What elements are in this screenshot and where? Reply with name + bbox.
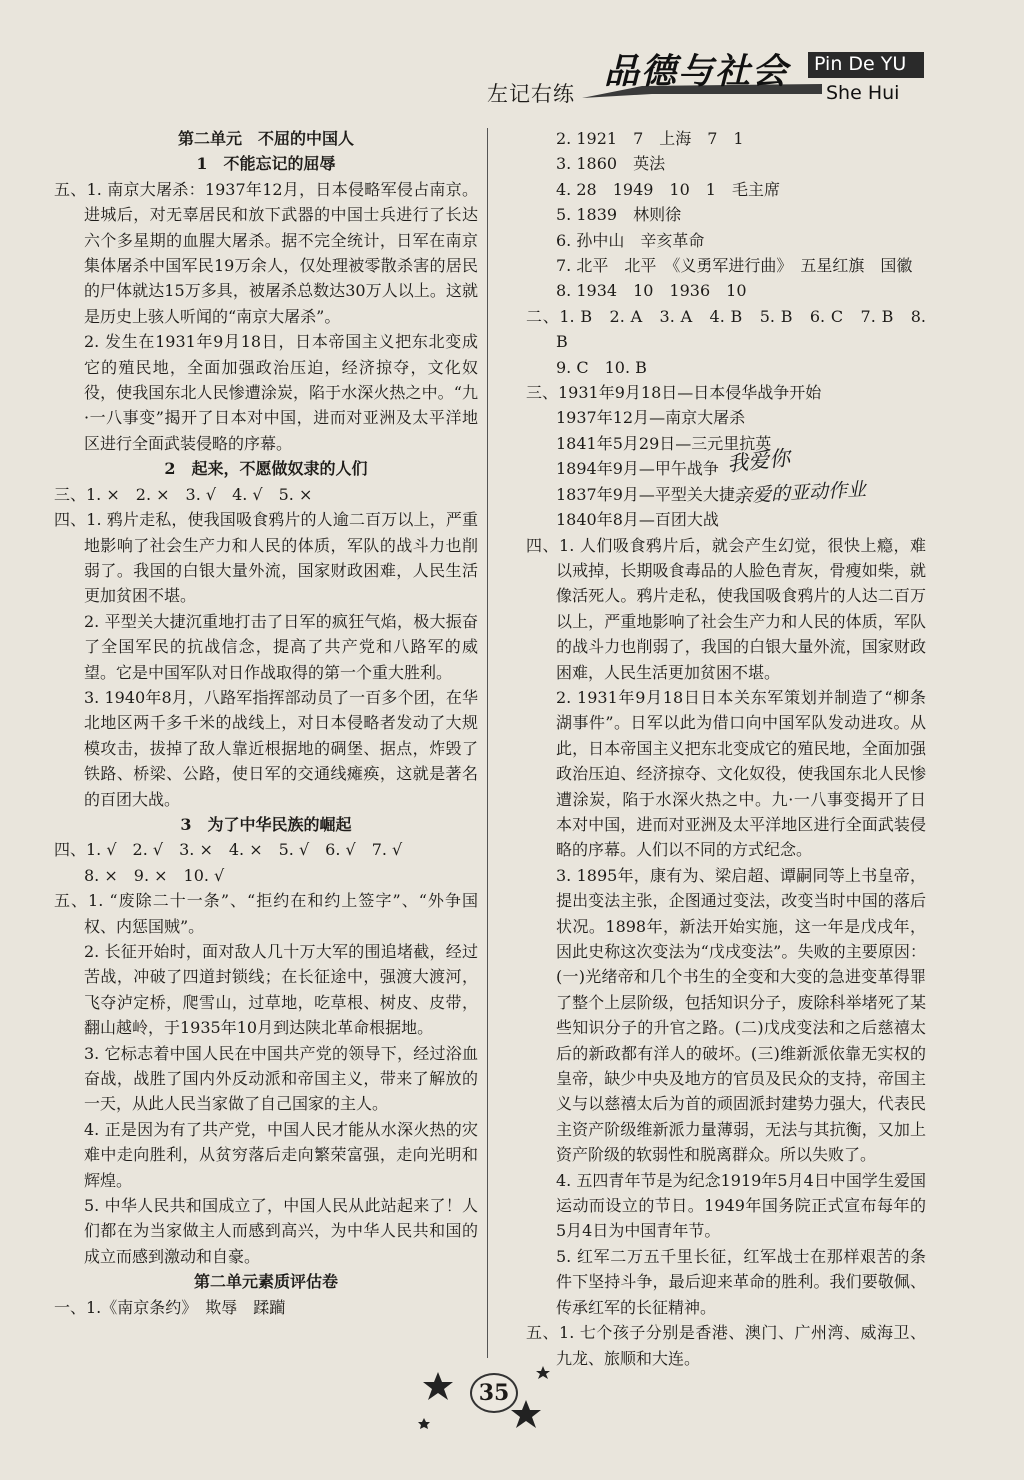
answer-paragraph: 三、1931年9月18日—日本侵华战争开始	[526, 383, 822, 403]
answer-paragraph: 5. 1839 林则徐	[556, 205, 682, 225]
answer-paragraph: 2. 长征开始时，面对敌人几十万大军的围追堵截，经过苦战，冲破了四道封锁线；在长征途中，强渡大渡河，飞夺泸定桥，爬雪山，过草地，吃草根、树皮、皮带，翻山越岭，于1935年10月到达陕北革命根据地。	[84, 942, 478, 1038]
answer-paragraph: 1841年5月29日—三元里抗英	[556, 433, 772, 453]
handwritten-note-1: 我爱你	[726, 445, 792, 477]
header-subtitle: 左记右练	[487, 82, 575, 106]
answer-paragraph: 1837年9月—平型关大捷	[556, 484, 735, 504]
header-pinyin-line1: Pin De YU	[814, 53, 907, 75]
answer-paragraph: 二、1. B 2. A 3. A 4. B 5. B 6. C 7. B 8. B	[526, 306, 926, 352]
answer-paragraph: 2. 1921 7 上海 7 1	[556, 129, 744, 148]
section-heading: 2 起来，不愿做奴隶的人们	[164, 459, 368, 479]
answer-paragraph: 3. 1895年，康有为、梁启超、谭嗣同等上书皇帝，提出变法主张，企图通过变法，改变当时中国的落后状况。1898年，新法开始实施，这一年是戊戌年，因此史称这次变法为“戊戌变法”。失败的主要原因：(一)光绪帝和几个书生的全变和大变的急进变革得罪了整个上层阶级，包括知识分子，废除科举堵死了某些知识分子的升官之路。(二)戊戌变法和之后慈禧太后的新政都有洋人的破坏。(三)维新派依靠无实权的皇帝，缺少中央及地方的官员及民众的支持，帝国主义与以慈禧太后为首的顽固派封建势力强大，代表民主资产阶级维新派力量薄弱，无法与其抗衡，又加上资产阶级的软弱性和脱离群众。所以失败了。	[556, 865, 926, 1165]
header-brand-title: 品德与社会	[604, 52, 790, 92]
answer-paragraph: 2. 1931年9月18日日本关东军策划并制造了“柳条湖事件”。日军以此为借口向中国军队发动进攻。从此，日本帝国主义把东北变成它的殖民地，全面加强政治压迫、经济掠夺、文化奴役，使我国东北人民惨遭涂炭，陷于水深火热之中。九·一八事变揭开了日本对中国，进而对亚洲及太平洋地区进行全面武装侵略的序幕。人们以不同的方式纪念。	[556, 687, 926, 860]
section-heading: 3 为了中华民族的崛起	[180, 814, 352, 834]
section-heading: 1 不能忘记的屈辱	[196, 154, 336, 174]
header-pinyin-line2: She Hui	[826, 82, 900, 104]
answer-paragraph: 4. 正是因为有了共产党，中国人民才能从水深火热的灾难中走向胜利，从贫穷落后走向繁荣富强，走向光明和辉煌。	[84, 1119, 478, 1190]
answer-paragraph: 4. 五四青年节是为纪念1919年5月4日中国学生爱国运动而设立的节日。1949年国务院正式宣布每年的5月4日为中国青年节。	[556, 1170, 926, 1241]
answer-paragraph: 1840年8月—百团大战	[556, 510, 719, 530]
answer-paragraph: 8. × 9. × 10. √	[84, 865, 225, 885]
answer-paragraph: 一、1.《南京条约》 欺辱 蹂躏	[54, 1297, 286, 1317]
left-column	[54, 126, 478, 1320]
column-divider	[487, 128, 488, 1358]
answer-paragraph: 4. 28 1949 10 1 毛主席	[556, 179, 780, 199]
answer-paragraph: 四、1. √ 2. √ 3. × 4. × 5. √ 6. √ 7. √	[54, 840, 403, 860]
answer-paragraph: 2. 发生在1931年9月18日，日本帝国主义把东北变成它的殖民地，全面加强政治压迫，经济掠夺，文化奴役，使我国东北人民惨遭涂炭，陷于水深火热之中。“九·一八事变”揭开了日本对中国，进而对亚洲及太平洋地区进行全面武装侵略的序幕。	[84, 332, 478, 453]
answer-paragraph: 五、1. 南京大屠杀：1937年12月，日本侵略军侵占南京。进城后，对无辜居民和放下武器的中国士兵进行了长达六个多星期的血腥大屠杀。据不完全统计，日军在南京集体屠杀中国军民19万余人，仅处理被零散杀害的居民的尸体就达15万多具，被屠杀总数达30万人以上。这就是历史上骇人听闻的“南京大屠杀”。	[54, 179, 478, 326]
answer-paragraph: 3. 它标志着中国人民在中国共产党的领导下，经过浴血奋战，战胜了国内外反动派和帝国主义，带来了解放的一天，从此人民当家做了自己国家的主人。	[84, 1043, 478, 1114]
answer-paragraph: 3. 1940年8月，八路军指挥部动员了一百多个团，在华北地区两千多千米的战线上，对日本侵略者发动了大规模攻击，拔掉了敌人靠近根据地的碉堡、据点，炸毁了铁路、桥梁、公路，使日军的交通线瘫痪，这就是著名的百团大战。	[84, 687, 478, 809]
answer-paragraph: 四、1. 鸦片走私，使我国吸食鸦片的人逾二百万以上，严重地影响了社会生产力和人民的体质，军队的战斗力也削弱了。我国的白银大量外流，国家财政困难，人民生活更加贫困不堪。	[54, 510, 478, 606]
answer-paragraph: 8. 1934 10 1936 10	[556, 281, 747, 301]
page-header	[0, 0, 1024, 125]
answer-paragraph: 5. 红军二万五千里长征，红军战士在那样艰苦的条件下坚持斗争，最后迎来革命的胜利。我们要敬佩、传承红军的长征精神。	[556, 1246, 926, 1317]
answer-paragraph: 7. 北平 北平 《义勇军进行曲》 五星红旗 国徽	[556, 256, 913, 276]
answer-paragraph: 1894年9月—甲午战争	[556, 459, 719, 479]
answer-paragraph: 3. 1860 英法	[556, 154, 666, 174]
answer-paragraph: 1937年12月—南京大屠杀	[556, 408, 746, 428]
answer-paragraph: 6. 孙中山 辛亥革命	[556, 230, 705, 250]
answer-paragraph: 5. 中华人民共和国成立了，中国人民从此站起来了！人们都在为当家做主人而感到高兴，为中华人民共和国的成立而感到激动和自豪。	[84, 1196, 478, 1266]
answer-paragraph: 四、1. 人们吸食鸦片后，就会产生幻觉，很快上瘾，难以戒掉，长期吸食毒品的人脸色青灰，骨瘦如柴，就像活死人。鸦片走私，使我国吸食鸦片的人达二百万以上，严重地影响了社会生产力和人民的体质，军队的战斗力也削弱了，我国的白银大量外流，国家财政困难，人民生活更加贫困不堪。	[526, 535, 926, 682]
answer-paragraph: 三、1. × 2. × 3. √ 4. √ 5. ×	[54, 484, 313, 504]
right-column	[526, 126, 926, 1371]
answer-paragraph: 五、1. “废除二十一条”、“拒约在和约上签字”、“外争国权、内惩国贼”。	[54, 891, 478, 936]
answer-paragraph: 五、1. 七个孩子分别是香港、澳门、广州湾、威海卫、九龙、旅顺和大连。	[526, 1323, 926, 1368]
section-heading: 第二单元 不屈的中国人	[177, 129, 354, 148]
answer-paragraph: 2. 平型关大捷沉重地打击了日军的疯狂气焰，极大振奋了全国军民的抗战信念，提高了共产党和八路军的威望。它是中国军队对日作战取得的第一个重大胜利。	[84, 611, 478, 682]
handwritten-note-2: 亲爱的亚动作业	[732, 478, 867, 508]
section-heading: 第二单元素质评估卷	[193, 1272, 338, 1292]
answer-paragraph: 9. C 10. B	[556, 357, 647, 377]
page-number: 35	[470, 1373, 518, 1413]
